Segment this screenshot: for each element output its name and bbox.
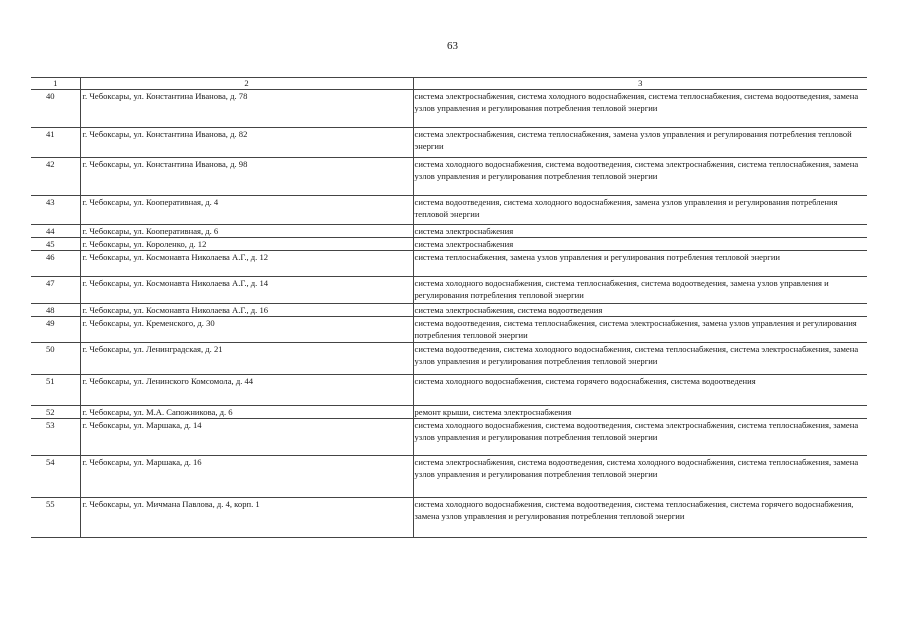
row-works: система электроснабжения xyxy=(413,225,867,238)
table-row xyxy=(31,225,867,238)
table-row xyxy=(31,498,867,538)
row-number: 44 xyxy=(31,225,80,238)
row-works: система водоотведения, система холодного водоснабжения, замена узлов управления и регулирования потребления тепловой энергии xyxy=(413,196,867,225)
row-number: 48 xyxy=(31,304,80,317)
row-address: г. Чебоксары, ул. Ленинградская, д. 21 xyxy=(80,343,413,375)
row-number: 40 xyxy=(31,90,80,128)
row-address: г. Чебоксары, ул. Космонавта Николаева А.Г., д. 16 xyxy=(80,304,413,317)
row-number: 54 xyxy=(31,456,80,498)
row-number: 42 xyxy=(31,158,80,196)
row-address: г. Чебоксары, ул. Короленко, д. 12 xyxy=(80,238,413,251)
row-address: г. Чебоксары, ул. Ленинского Комсомола, д. 44 xyxy=(80,375,413,406)
header-col-number: 1 xyxy=(31,78,80,90)
row-works: система холодного водоснабжения, система водоотведения, система электроснабжения, система теплоснабжения, замена узлов управления и регулирования потребления тепловой энергии xyxy=(413,419,867,456)
page-number: 63 xyxy=(447,40,458,52)
table-row xyxy=(31,343,867,375)
row-works: система электроснабжения, система холодного водоснабжения, система теплоснабжения, система водоотведения, замена узлов управления и регулирования потребления тепловой энергии xyxy=(413,90,867,128)
table-body xyxy=(31,78,867,538)
row-number: 47 xyxy=(31,277,80,304)
row-address: г. Чебоксары, ул. Константина Иванова, д. 82 xyxy=(80,128,413,158)
header-row xyxy=(31,78,867,90)
table-row xyxy=(31,128,867,158)
row-address: г. Чебоксары, ул. М.А. Сапожникова, д. 6 xyxy=(80,406,413,419)
row-works: система холодного водоснабжения, система горячего водоснабжения, система водоотведения xyxy=(413,375,867,406)
table-row xyxy=(31,304,867,317)
row-number: 46 xyxy=(31,251,80,277)
table-row xyxy=(31,277,867,304)
table-row xyxy=(31,251,867,277)
row-address: г. Чебоксары, ул. Космонавта Николаева А.Г., д. 14 xyxy=(80,277,413,304)
table-row xyxy=(31,158,867,196)
row-number: 52 xyxy=(31,406,80,419)
row-works: ремонт крыши, система электроснабжения xyxy=(413,406,867,419)
row-works: система холодного водоснабжения, система теплоснабжения, система водоотведения, замена узлов управления и регулирования потребления тепловой энергии xyxy=(413,277,867,304)
table-row xyxy=(31,406,867,419)
row-works: система электроснабжения, система водоотведения xyxy=(413,304,867,317)
row-number: 50 xyxy=(31,343,80,375)
row-address: г. Чебоксары, ул. Кооперативная, д. 4 xyxy=(80,196,413,225)
table-row xyxy=(31,238,867,251)
row-address: г. Чебоксары, ул. Маршака, д. 14 xyxy=(80,419,413,456)
row-address: г. Чебоксары, ул. Константина Иванова, д. 78 xyxy=(80,90,413,128)
table-row xyxy=(31,90,867,128)
table-row xyxy=(31,196,867,225)
row-works: система теплоснабжения, замена узлов управления и регулирования потребления тепловой энергии xyxy=(413,251,867,277)
row-address: г. Чебоксары, ул. Кооперативная, д. 6 xyxy=(80,225,413,238)
row-address: г. Чебоксары, ул. Мичмана Павлова, д. 4, корп. 1 xyxy=(80,498,413,538)
row-works: система электроснабжения, система водоотведения, система холодного водоснабжения, система теплоснабжения, замена узлов управления и регулирования потребления тепловой энергии xyxy=(413,456,867,498)
row-address: г. Чебоксары, ул. Космонавта Николаева А.Г., д. 12 xyxy=(80,251,413,277)
row-address: г. Чебоксары, ул. Кременского, д. 30 xyxy=(80,317,413,343)
row-number: 55 xyxy=(31,498,80,538)
header-col-works: 3 xyxy=(413,78,867,90)
table-row xyxy=(31,375,867,406)
row-number: 41 xyxy=(31,128,80,158)
row-address: г. Чебоксары, ул. Константина Иванова, д. 98 xyxy=(80,158,413,196)
row-works: система водоотведения, система холодного водоснабжения, система теплоснабжения, система электроснабжения, замена узлов управления и регулирования потребления тепловой энергии xyxy=(413,343,867,375)
work-list-table xyxy=(31,77,867,538)
row-number: 49 xyxy=(31,317,80,343)
table-row xyxy=(31,456,867,498)
row-works: система электроснабжения, система теплоснабжения, замена узлов управления и регулирования потребления тепловой энергии xyxy=(413,128,867,158)
row-works: система электроснабжения xyxy=(413,238,867,251)
row-works: система холодного водоснабжения, система водоотведения, система теплоснабжения, система горячего водоснабжения, замена узлов управления и регулирования потребления тепловой энергии xyxy=(413,498,867,538)
row-works: система водоотведения, система теплоснабжения, система электроснабжения, замена узлов управления и регулирования потребления тепловой энергии xyxy=(413,317,867,343)
row-number: 45 xyxy=(31,238,80,251)
row-number: 43 xyxy=(31,196,80,225)
row-number: 51 xyxy=(31,375,80,406)
header-col-address: 2 xyxy=(80,78,413,90)
row-number: 53 xyxy=(31,419,80,456)
row-address: г. Чебоксары, ул. Маршака, д. 16 xyxy=(80,456,413,498)
row-works: система холодного водоснабжения, система водоотведения, система электроснабжения, система теплоснабжения, замена узлов управления и регулирования потребления тепловой энергии xyxy=(413,158,867,196)
table-row xyxy=(31,317,867,343)
table-row xyxy=(31,419,867,456)
